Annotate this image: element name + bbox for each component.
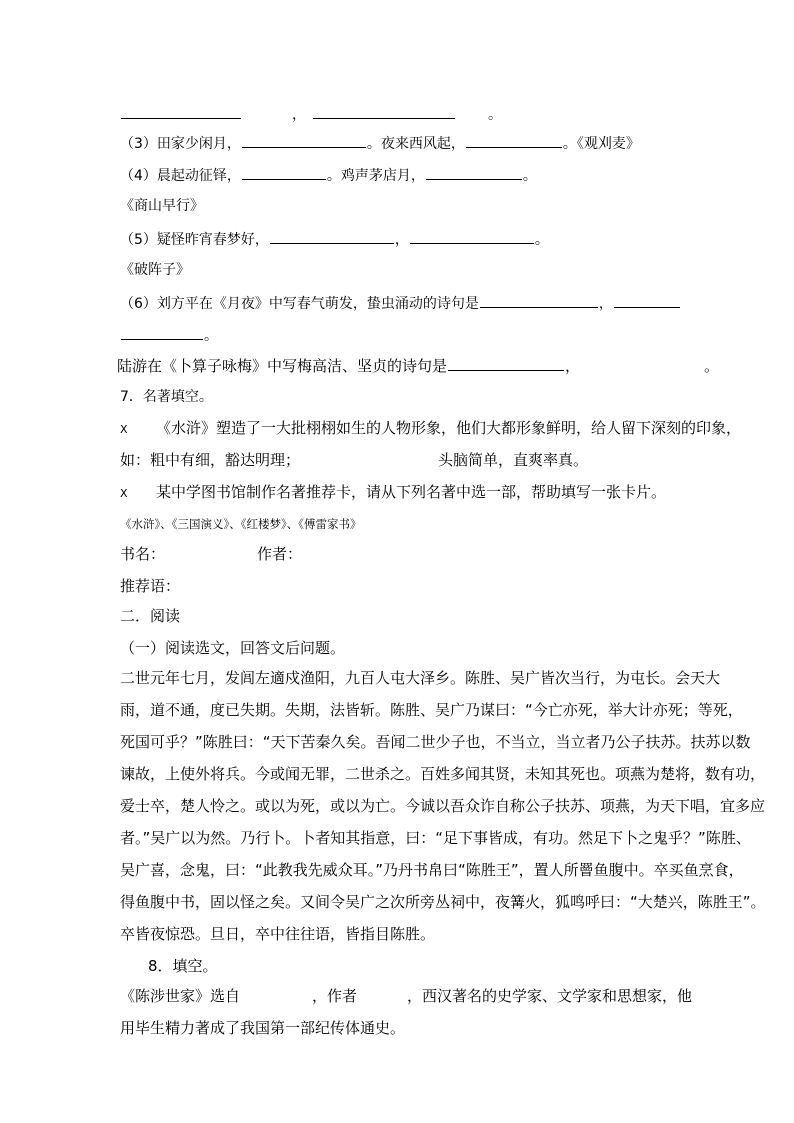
question-8b: 用毕生精力著成了我国第一部纪传体通史。	[120, 1019, 406, 1037]
section-2-1-title: （一）阅读选文，回答文后问题。	[120, 639, 346, 657]
answer-blank[interactable]	[480, 293, 598, 308]
passage-line: 二世元年七月，发闾左適戍渔阳，九百人屯大泽乡。陈胜、吴广皆次当行，为屯长。会天大	[120, 669, 721, 687]
answer-blank[interactable]	[242, 165, 326, 180]
section-7b: X 某中学图书馆制作名著推荐卡，请从下列名著中选一部，帮助填写一张卡片。	[120, 483, 667, 501]
answer-blank[interactable]	[121, 325, 203, 340]
passage-line: 得鱼腹中书，固以怪之矣。又间令吴广之次所旁丛祠中，夜篝火，狐鸣呼曰：“大楚兴，陈胜王”。	[120, 893, 766, 911]
question-6-cont: 。	[120, 325, 218, 345]
question-5: （5）疑怪昨宵春梦好， ， 。	[120, 229, 549, 249]
answer-blank[interactable]	[121, 104, 241, 119]
section-7a: X 《水浒》塑造了一大批栩栩如生的人物形象，他们大都形象鲜明，给人留下深刻的印象，	[120, 419, 742, 437]
passage-line: 爱士卒，楚人怜之。或以为死，或以为亡。今诚以吾众诈自称公子扶苏、项燕，为天下唱，宜多应	[120, 797, 766, 815]
answer-blank[interactable]	[466, 133, 562, 148]
answer-blank[interactable]	[270, 229, 394, 244]
section-2-title: 二．阅读	[120, 607, 181, 625]
recommend-label: 推荐语：	[120, 577, 181, 595]
answer-blank[interactable]	[614, 293, 680, 308]
book-list: 《水浒》、《三国演义》、《红楼梦》、《傅雷家书》	[120, 517, 362, 531]
card-fields: 书名： 作者：	[120, 545, 303, 563]
section-7a-cont: 如：粗中有细，豁达明理； 头脑简单，直爽率真。	[120, 451, 589, 469]
question-luyou: 陆游在《卜算子咏梅》中写梅高洁、坚贞的诗句是 ， 。	[117, 357, 720, 375]
passage-line: 卒皆夜惊恐。旦日，卒中往往语，皆指目陈胜。	[120, 925, 436, 943]
question-8a: 《陈涉世家》选自 ，作者 ，西汉著名的史学家、文学家和思想家，他	[120, 987, 693, 1005]
passage-line: 死国可乎？”陈胜曰：“天下苦秦久矣。吾闻二世少子也，不当立，当立者乃公子扶苏。扶苏以数	[120, 733, 751, 751]
question-3: （3）田家少闲月， 。夜来西风起， 。《观刈麦》	[120, 133, 640, 153]
answer-blank[interactable]	[410, 229, 534, 244]
question-4: （4）晨起动征铎， 。鸡声茅店月， 。	[120, 165, 537, 185]
question-6: （6）刘方平在《月夜》中写春气萌发，蛰虫涌动的诗句是 ，	[120, 293, 681, 313]
answer-blank[interactable]	[448, 356, 564, 371]
passage-line: 雨，道不通，度已失期。失期，法皆斩。陈胜、吴广乃谋曰：“今亡亦死，举大计亦死；等死，	[120, 701, 743, 719]
question-4-source: 《商山早行》	[120, 198, 204, 214]
fill-line-continuation: ， 。	[120, 104, 502, 124]
section-7-title: 7．名著填空。	[120, 389, 213, 405]
answer-blank[interactable]	[313, 104, 455, 119]
passage-line: 吴广喜，念鬼，曰：“此教我先威众耳。”乃丹书帛曰“陈胜王”，置人所罾鱼腹中。卒买鱼烹食，	[120, 861, 744, 879]
passage-line: 者。”吴广以为然。乃行卜。卜者知其指意，曰：“足下事皆成，有功。然足下卜之鬼乎？”陈胜、	[120, 829, 751, 847]
passage-line: 谏故，上使外将兵。今或闻无罪，二世杀之。百姓多闻其贤，未知其死也。项燕为楚将，数有功，	[120, 765, 766, 783]
question-8-title: 8．填空。	[148, 957, 218, 975]
answer-blank[interactable]	[426, 165, 522, 180]
question-5-source: 《破阵子》	[120, 262, 190, 278]
answer-blank[interactable]	[242, 133, 366, 148]
